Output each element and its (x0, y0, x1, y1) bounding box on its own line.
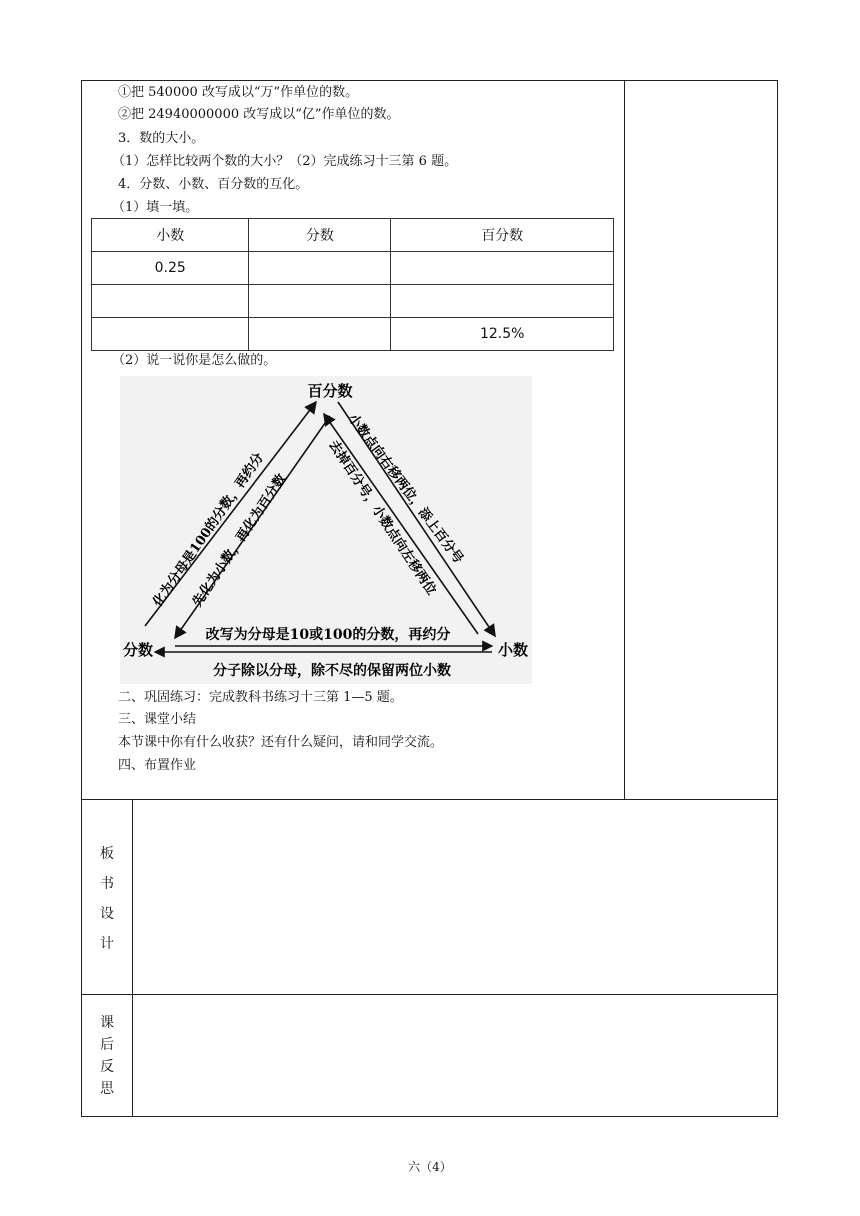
label-bottom-upper: 改写为分母是10或100的分数，再约分 (205, 627, 451, 643)
table-cell: 0.25 (92, 252, 249, 285)
table-cell (249, 318, 391, 351)
table-cell (92, 318, 249, 351)
table-row (92, 285, 614, 318)
label-right-outer: 小数点向右移两位，添上百分号 (344, 411, 466, 567)
board-design-label-2: 书 (100, 876, 114, 892)
table-cell (391, 252, 614, 285)
board-design-label-4: 计 (100, 936, 114, 952)
row-divider-2 (81, 994, 778, 995)
table-cell (249, 285, 391, 318)
node-fraction: 分数 (123, 641, 154, 659)
node-percent: 百分数 (307, 382, 353, 400)
row-divider-1 (81, 799, 778, 800)
summary-prompt: 本节课中你有什么收获？还有什么疑问，请和同学交流。 (118, 735, 444, 750)
label-column-divider (132, 799, 133, 1117)
label-left-outer: 化为分母是100的分数，再约分 (150, 450, 268, 610)
table-cell (391, 285, 614, 318)
node-decimal: 小数 (498, 641, 529, 659)
arrow-decimal-to-percent (324, 414, 478, 634)
table-cell: 12.5% (391, 318, 614, 351)
col-header-fraction: 分数 (249, 219, 391, 252)
section-homework: 四、布置作业 (118, 758, 197, 773)
reflection-label-4: 思 (100, 1081, 114, 1097)
conversion-triangle-diagram (120, 376, 532, 684)
reflection-label-2: 后 (100, 1037, 114, 1053)
section-conversion: 4．分数、小数、百分数的互化。 (118, 177, 309, 192)
label-right-inner: 去掉百分号，小数点向左移两位 (325, 437, 439, 598)
reflection-label-1: 课 (100, 1015, 114, 1031)
reflection-label-3: 反 (100, 1059, 114, 1075)
label-left-inner: 先化为小数，再化为百分数 (190, 471, 290, 610)
task-fill-in: （1）填一填。 (112, 200, 199, 215)
col-header-percent: 百分数 (391, 219, 614, 252)
page-number: 六（4） (408, 1160, 452, 1174)
board-design-label-3: 设 (100, 906, 114, 922)
label-bottom-lower: 分子除以分母，除不尽的保留两位小数 (213, 663, 451, 679)
board-design-label-1: 板 (100, 846, 114, 862)
task-line-compare: （1）怎样比较两个数的大小？（2）完成练习十三第 6 题。 (112, 154, 458, 169)
table-cell (249, 252, 391, 285)
task-explain: （2）说一说你是怎么做的。 (112, 353, 277, 368)
section-practice: 二、巩固练习：完成教科书练习十三第 1—5 题。 (118, 690, 403, 705)
task-line-2: ②把 24940000000 改写成以“亿”作单位的数。 (118, 107, 400, 122)
section-number-size: 3．数的大小。 (118, 131, 205, 146)
table-cell (92, 285, 249, 318)
col-header-decimal: 小数 (92, 219, 249, 252)
task-line-1: ①把 540000 改写成以“万”作单位的数。 (118, 85, 359, 100)
table-row (92, 252, 614, 285)
right-column-divider (624, 80, 625, 799)
conversion-table (91, 218, 614, 351)
table-row (92, 318, 614, 351)
section-summary: 三、课堂小结 (118, 712, 197, 727)
